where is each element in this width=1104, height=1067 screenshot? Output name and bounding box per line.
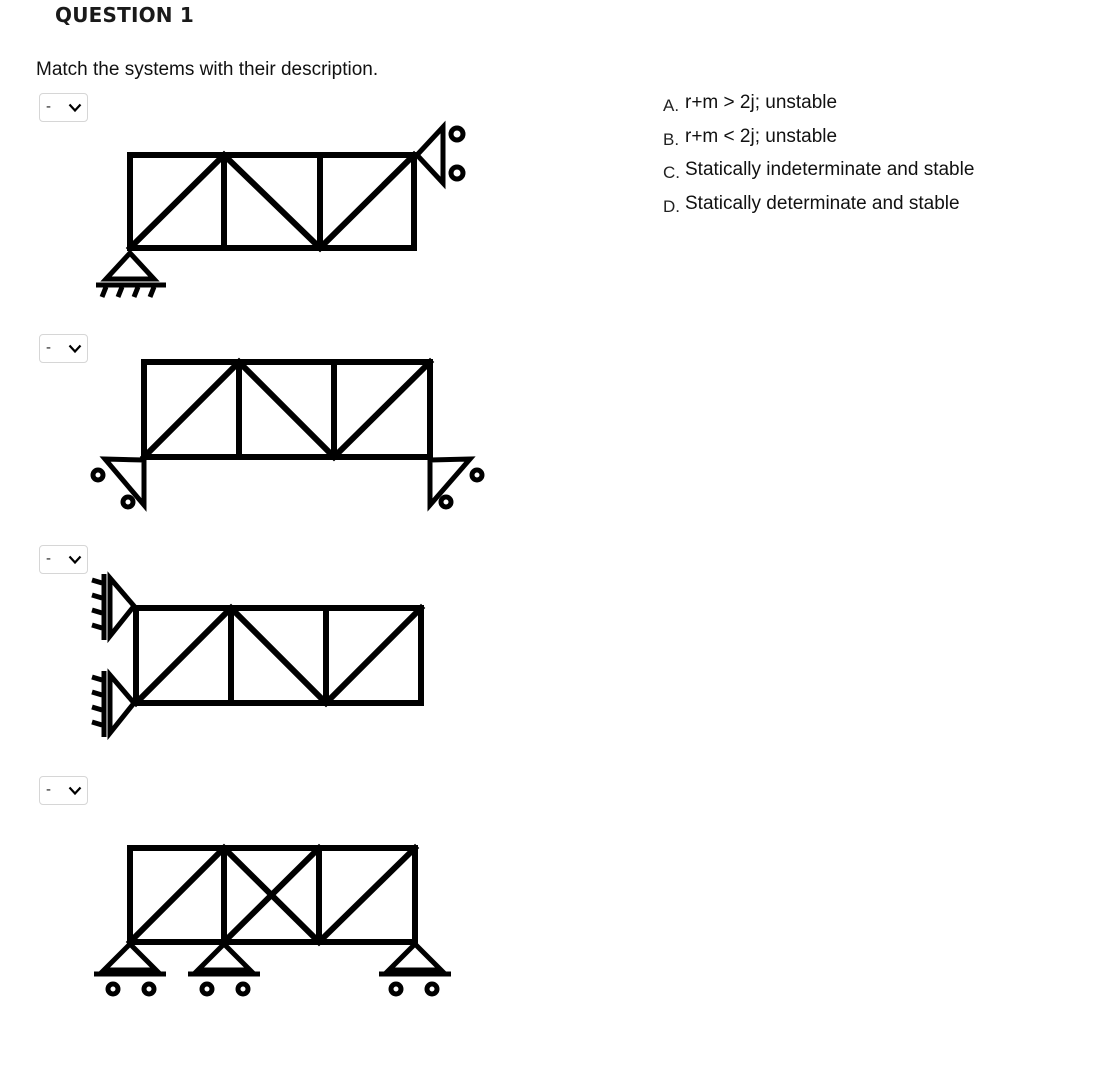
option-text: Statically determinate and stable [685,193,960,215]
option-text: Statically indeterminate and stable [685,159,975,181]
chevron-down-icon [68,344,82,354]
option-letter: D. [663,197,680,217]
option-text: r+m > 2j; unstable [685,92,838,113]
truss-diagram-1 [85,112,485,312]
option-text: r+m < 2j; unstable [685,125,838,147]
option-c [663,159,974,193]
select-value: - [46,98,51,115]
answer-select-3[interactable] [39,545,88,574]
select-value: - [46,339,51,356]
truss-diagram-4 [85,835,465,1005]
option-d [663,193,974,227]
question-title: QUESTION 1 [55,3,195,27]
answer-select-4[interactable] [39,776,88,805]
chevron-down-icon [68,103,82,113]
truss-diagram-3 [85,565,445,745]
select-value: - [46,781,51,798]
truss-diagram-2 [85,350,485,520]
chevron-down-icon [68,786,82,796]
option-letter: A. [663,96,680,115]
options-list [663,92,974,227]
answer-select-1[interactable] [39,93,88,122]
answer-select-2[interactable] [39,334,88,363]
option-b [663,126,974,160]
option-a [663,92,974,126]
instruction-text: Match the systems with their description. [36,59,379,80]
option-letter: B. [663,129,680,149]
chevron-down-icon [68,555,82,565]
select-value: - [46,550,51,567]
option-letter: C. [663,163,680,183]
